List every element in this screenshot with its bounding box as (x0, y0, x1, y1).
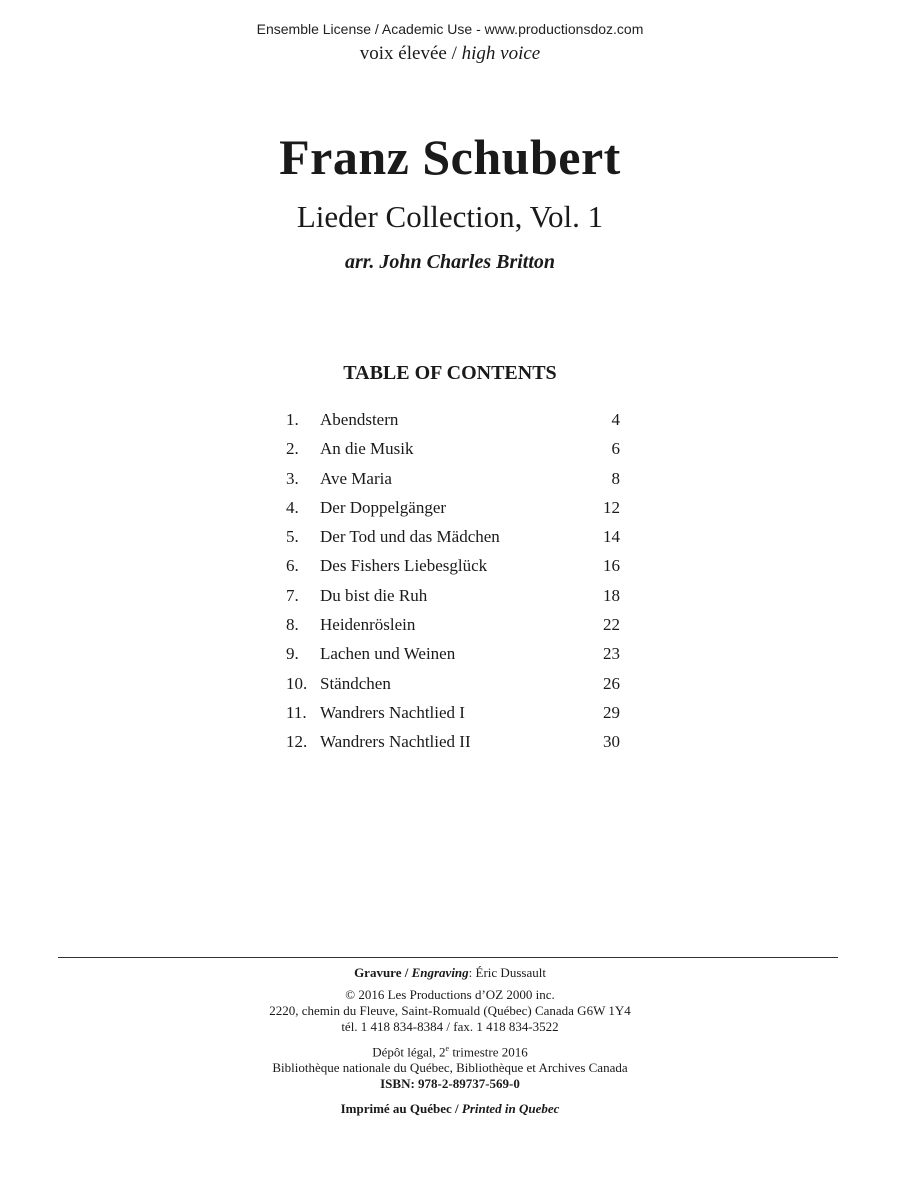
table-of-contents (280, 405, 620, 757)
toc-entry (280, 405, 620, 434)
publisher-address: 2220, chemin du Fleuve, Saint-Romuald (Québec) Canada G6W 1Y4 (269, 1003, 631, 1018)
toc-page: 29 (603, 702, 620, 722)
arranger-credit: arr. John Charles Britton (344, 251, 556, 273)
toc-title: Heidenröslein (320, 615, 416, 635)
toc-entry (280, 464, 620, 493)
toc-page: 26 (603, 673, 620, 693)
toc-page: 22 (603, 615, 620, 635)
toc-entry (280, 639, 620, 668)
toc-number: 4. (286, 497, 299, 517)
toc-entry (280, 610, 620, 639)
toc-title: Du bist die Ruh (320, 585, 428, 605)
toc-number: 10. (286, 673, 308, 693)
toc-number: 6. (286, 556, 299, 576)
toc-title: Der Doppelgänger (320, 497, 447, 517)
toc-entry (280, 698, 620, 727)
toc-number: 11. (286, 702, 307, 722)
legal-deposit-suffix: trimestre 2016 (449, 1044, 528, 1060)
toc-number: 2. (286, 439, 299, 459)
toc-page: 4 (611, 410, 620, 429)
toc-page: 23 (603, 644, 620, 664)
colophon (0, 965, 900, 1117)
toc-entry (280, 727, 620, 756)
collection-title: Lieder Collection, Vol. 1 (296, 199, 604, 234)
publisher-phone-fax: tél. 1 418 834-8384 / fax. 1 418 834-3522 (341, 1019, 559, 1034)
toc-number: 7. (286, 585, 299, 605)
toc-entry (280, 434, 620, 463)
voice-type (0, 43, 900, 65)
toc-title: Ständchen (320, 673, 391, 693)
toc-page: 12 (603, 497, 620, 517)
toc-number: 9. (286, 644, 299, 664)
legal-deposit-prefix: Dépôt légal, 2 (372, 1044, 446, 1060)
engraving-credit (0, 965, 900, 981)
toc-entry (280, 522, 620, 551)
toc-number: 3. (286, 468, 299, 488)
printed-in-english: Printed in Quebec (461, 1101, 560, 1117)
footer-divider (58, 957, 838, 958)
toc-page: 14 (603, 527, 620, 547)
engraving-label-english: Engraving (411, 965, 469, 980)
isbn: ISBN: 978-2-89737-569-0 (380, 1076, 520, 1092)
engraving-label-french: Gravure / (354, 965, 409, 980)
legal-deposit (0, 1041, 900, 1060)
printed-in (0, 1101, 900, 1117)
libraries-line: Bibliothèque nationale du Québec, Bibliothèque et Archives Canada (272, 1060, 628, 1076)
copyright-line: © 2016 Les Productions d’OZ 2000 inc. (345, 987, 555, 1002)
license-notice: Ensemble License / Academic Use - www.productionsdoz.com (256, 21, 644, 37)
toc-page: 30 (603, 732, 620, 752)
toc-number: 8. (286, 615, 299, 635)
toc-title: Des Fishers Liebesglück (320, 556, 488, 576)
toc-entry (280, 669, 620, 698)
toc-title: Ave Maria (320, 468, 392, 488)
toc-title: An die Musik (320, 439, 414, 459)
legal-deposit-superscript: e (445, 1044, 450, 1053)
toc-page: 16 (603, 556, 620, 576)
toc-heading: TABLE OF CONTENTS (343, 362, 557, 384)
toc-title: Der Tod und das Mädchen (320, 527, 500, 547)
toc-entry (280, 551, 620, 580)
toc-page: 6 (611, 439, 620, 459)
toc-page: 8 (611, 468, 620, 488)
voice-type-english: high voice (461, 43, 541, 64)
toc-number: 1. (286, 410, 299, 429)
voice-type-french: voix élevée / (359, 43, 457, 64)
toc-number: 12. (286, 732, 308, 752)
toc-title: Abendstern (320, 410, 399, 429)
toc-number: 5. (286, 527, 299, 547)
toc-title: Lachen und Weinen (320, 644, 456, 664)
engraver-name: : Éric Dussault (468, 965, 546, 980)
toc-title: Wandrers Nachtlied I (320, 702, 465, 722)
toc-title: Wandrers Nachtlied II (320, 732, 471, 752)
printed-in-french: Imprimé au Québec / (340, 1101, 459, 1117)
toc-entry (280, 493, 620, 522)
toc-page: 18 (603, 585, 620, 605)
composer-title: Franz Schubert (279, 129, 621, 185)
toc-entry (280, 581, 620, 610)
